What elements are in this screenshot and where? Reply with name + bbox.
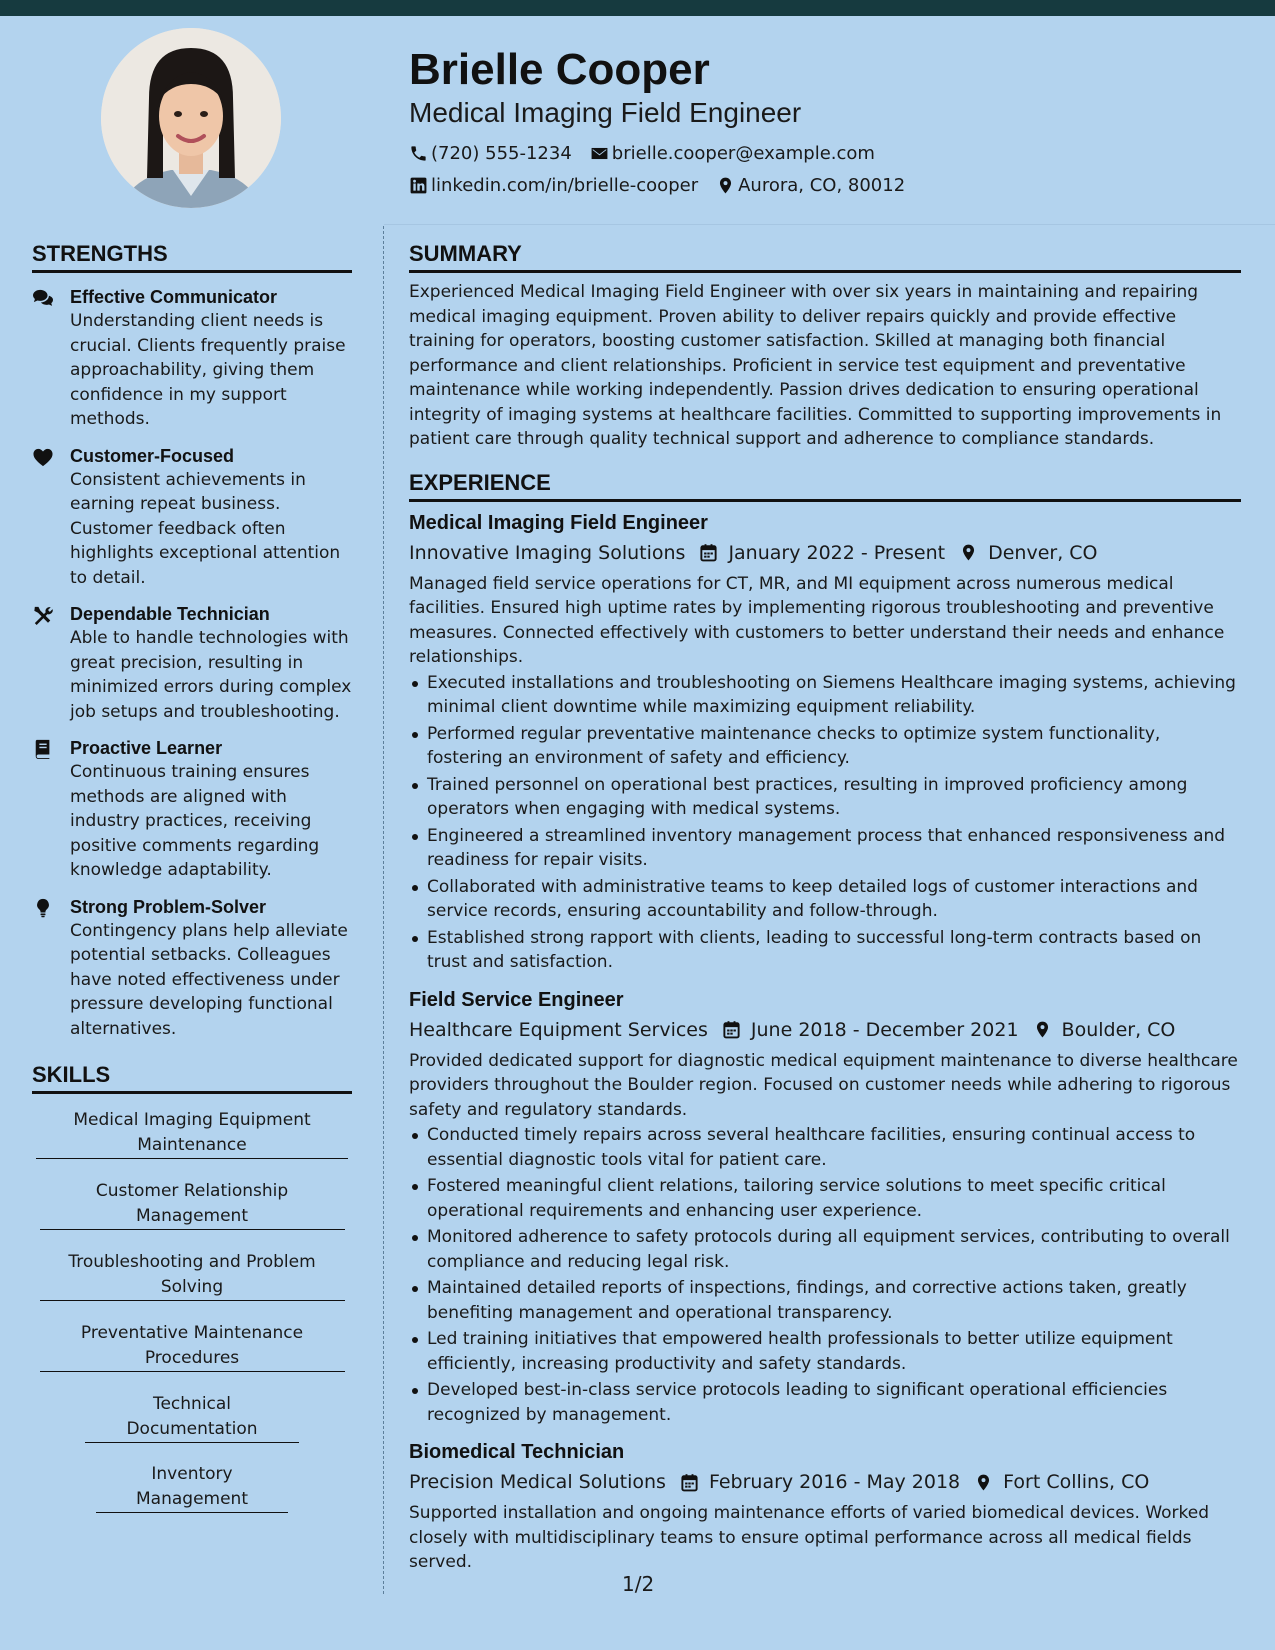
job-description: Provided dedicated support for diagnostic medical equipment maintenance to diverse healthcare providers throughout the Boulder region. Focused on customer needs while adhering to rigorous safety and regulatory standards. — [409, 1050, 1238, 1120]
job-dates: February 2016 - May 2018 — [708, 1471, 961, 1493]
phone-text: (720) 555-1234 — [431, 142, 572, 164]
right-column — [409, 240, 1241, 1575]
contact-row — [409, 137, 1239, 169]
job-title: Biomedical Technician — [409, 1441, 625, 1463]
lightbulb-icon — [32, 898, 54, 918]
skill-item: Inventory Management — [96, 1462, 288, 1513]
strength-item — [32, 736, 352, 883]
map-pin-icon — [716, 176, 735, 195]
skills-list — [32, 1108, 352, 1513]
list-item: Established strong rapport with clients, leading to successful long-term contracts based on trust and satisfaction. — [409, 926, 1241, 975]
calendar-icon — [722, 1020, 741, 1039]
strength-desc: Contingency plans help alleviate potential setbacks. Colleagues have noted effectiveness under pressure developing functional alternatives. — [70, 920, 348, 1039]
job-location: Fort Collins, CO — [1003, 1471, 1150, 1493]
linkedin-text[interactable]: linkedin.com/in/brielle-cooper — [431, 174, 699, 196]
job-description: Supported installation and ongoing maintenance efforts of varied biomedical devices. Worked closely with multidisciplinary teams to ensure optimal performance across all medical fields served. — [409, 1503, 1210, 1572]
linkedin[interactable] — [409, 175, 698, 196]
job-title: Field Service Engineer — [409, 988, 624, 1011]
strengths-heading: STRENGTHS — [32, 240, 352, 273]
strength-title: Proactive Learner — [70, 738, 223, 758]
map-pin-icon — [959, 543, 978, 562]
top-bar — [0, 0, 1275, 16]
heart-icon — [32, 447, 54, 467]
header-divider — [384, 224, 1275, 225]
phone — [409, 143, 572, 164]
strength-item — [32, 444, 352, 591]
strength-desc: Continuous training ensures methods are aligned with industry practices, receiving positive comments regarding knowledge adaptability. — [70, 762, 320, 880]
email[interactable] — [590, 143, 875, 164]
phone-icon — [409, 144, 428, 163]
summary-heading: SUMMARY — [409, 240, 1241, 273]
job-dates: June 2018 - December 2021 — [750, 1018, 1019, 1041]
strength-desc: Understanding client needs is crucial. Clients frequently praise approachability, giving them confidence in my support methods. — [70, 311, 346, 429]
job-company: Precision Medical Solutions — [409, 1471, 666, 1493]
job-entry — [409, 1439, 1241, 1575]
page-number: 1/2 — [622, 1572, 655, 1596]
list-item: Maintained detailed reports of inspections, findings, and corrective actions taken, greatly benefiting management and operational transparency. — [409, 1276, 1241, 1325]
list-item: Developed best-in-class service protocols leading to significant operational efficiencies recognized by management. — [409, 1378, 1241, 1427]
experience-heading: EXPERIENCE — [409, 469, 1241, 502]
skills-heading: SKILLS — [32, 1061, 352, 1094]
summary-text: Experienced Medical Imaging Field Engineer with over six years in maintaining and repairing medical imaging equipment. Proven ability to deliver repairs quickly and provide effective training for operators, boosting customer satisfaction. Skilled at managing both financial performance and client relationships. Proficient in service test equipment and preventative maintenance while working independently. Passion drives dedication to ensuring operational integrity of imaging systems at healthcare facilities. Committed to supporting improvements in patient care through quality technical support and adherence to compliance standards. — [409, 282, 1222, 449]
job-entry — [409, 510, 1241, 975]
email-text[interactable]: brielle.cooper@example.com — [611, 142, 875, 164]
job-location: Boulder, CO — [1061, 1018, 1176, 1041]
contact-info — [409, 137, 1239, 201]
job-company: Healthcare Equipment Services — [409, 1018, 708, 1041]
left-column — [32, 240, 352, 1533]
linkedin-icon — [409, 176, 428, 195]
job-meta — [409, 1466, 1241, 1498]
list-item: Monitored adherence to safety protocols during all equipment services, contributing to overall compliance and reducing legal risk. — [409, 1225, 1241, 1274]
skill-item: Customer Relationship Management — [40, 1179, 345, 1230]
strength-title: Strong Problem-Solver — [70, 896, 267, 917]
job-location: Denver, CO — [988, 541, 1098, 564]
candidate-title: Medical Imaging Field Engineer — [409, 97, 802, 128]
list-item: Fostered meaningful client relations, tailoring service solutions to meet specific critical operational requirements and enhancing user experience. — [409, 1174, 1241, 1223]
comments-icon — [32, 288, 54, 308]
list-item: Led training initiatives that empowered health professionals to better utilize equipment efficiently, increasing productivity and safety standards. — [409, 1327, 1241, 1376]
candidate-name: Brielle Cooper — [409, 45, 710, 94]
list-item: Performed regular preventative maintenance checks to optimize system functionality, fostering an environment of safety and efficiency. — [409, 722, 1241, 771]
job-bullets — [409, 671, 1241, 975]
avatar — [101, 28, 281, 208]
strengths-list — [32, 285, 352, 1041]
map-pin-icon — [1033, 1020, 1052, 1039]
list-item: Conducted timely repairs across several healthcare facilities, ensuring continual access to essential diagnostic tools vital for patient care. — [409, 1123, 1241, 1172]
skill-item: Technical Documentation — [85, 1392, 299, 1443]
contact-row — [409, 169, 1239, 201]
book-icon — [32, 739, 54, 759]
job-company: Innovative Imaging Solutions — [409, 541, 686, 564]
profile-photo — [101, 28, 281, 208]
skill-item: Troubleshooting and Problem Solving — [40, 1250, 345, 1301]
list-item: Engineered a streamlined inventory management process that enhanced responsiveness and readiness for repair visits. — [409, 824, 1241, 873]
column-divider — [383, 226, 384, 1594]
job-meta — [409, 1014, 1241, 1046]
job-description: Managed field service operations for CT, MR, and MI equipment across numerous medical facilities. Ensured high uptime rates by implementing rigorous troubleshooting and preventive measures. Connected effectively with customers to better understand their needs and enhance relationships. — [409, 573, 1225, 667]
job-bullets — [409, 1123, 1241, 1427]
calendar-icon — [680, 1473, 699, 1492]
map-pin-icon — [974, 1473, 993, 1492]
strength-desc: Able to handle technologies with great precision, resulting in minimized errors during complex job setups and troubleshooting. — [70, 628, 352, 722]
calendar-icon — [699, 543, 718, 562]
resume-header — [409, 44, 1239, 201]
strength-title: Dependable Technician — [70, 604, 270, 624]
skill-item: Medical Imaging Equipment Maintenance — [36, 1108, 348, 1159]
list-item: Executed installations and troubleshooting on Siemens Healthcare imaging systems, achieving minimal client downtime while maximizing equipment reliability. — [409, 671, 1241, 720]
strength-item — [32, 895, 352, 1042]
strength-title: Effective Communicator — [70, 287, 278, 307]
strength-item — [32, 285, 352, 432]
job-title: Medical Imaging Field Engineer — [409, 511, 708, 534]
strength-desc: Consistent achievements in earning repeat business. Customer feedback often highlights exceptional attention to detail. — [70, 469, 341, 588]
envelope-icon — [590, 144, 609, 163]
skill-item: Preventative Maintenance Procedures — [40, 1321, 345, 1372]
job-entry — [409, 987, 1241, 1428]
list-item: Trained personnel on operational best practices, resulting in improved proficiency among operators when engaging with medical systems. — [409, 773, 1241, 822]
strength-title: Customer-Focused — [70, 445, 235, 466]
location-text: Aurora, CO, 80012 — [738, 174, 906, 196]
location — [716, 175, 905, 196]
strength-item — [32, 602, 352, 724]
tools-icon — [32, 605, 54, 625]
job-meta — [409, 537, 1241, 569]
list-item: Collaborated with administrative teams to keep detailed logs of customer interactions and service records, ensuring accountability and follow-through. — [409, 875, 1241, 924]
job-dates: January 2022 - Present — [728, 541, 946, 564]
